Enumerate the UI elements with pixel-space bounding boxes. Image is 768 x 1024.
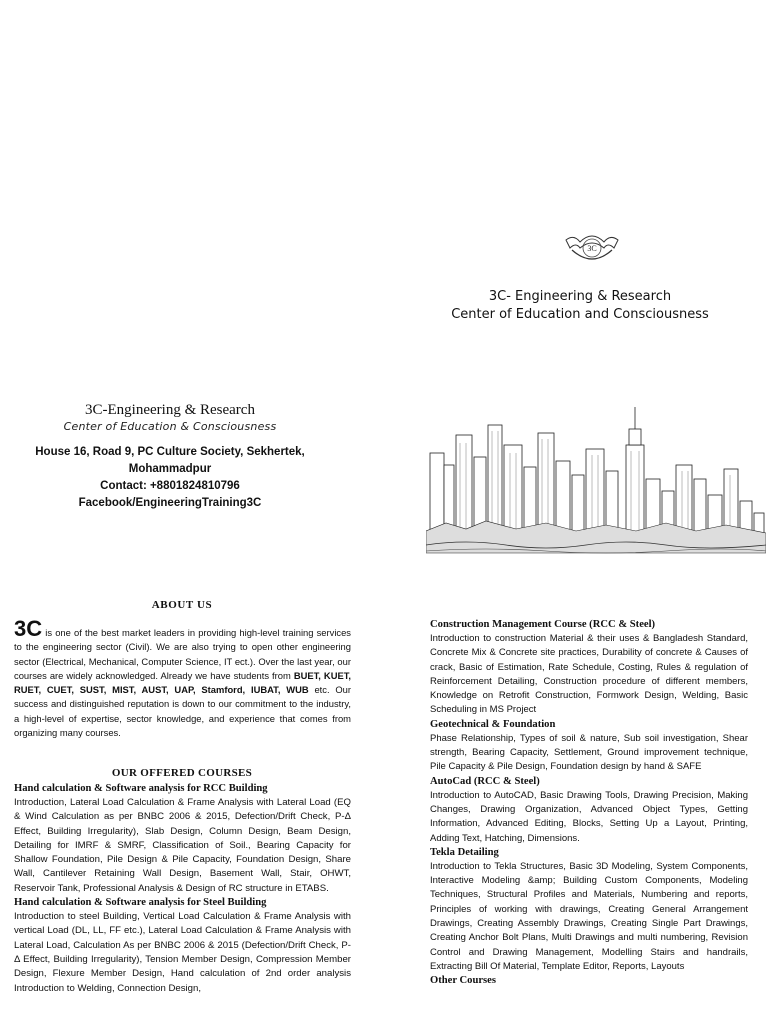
contact-block xyxy=(10,402,330,512)
cover-title-line1: 3C- Engineering & Research xyxy=(488,289,672,304)
course-other xyxy=(430,974,748,988)
course-description: Introduction to Tekla Structures, Basic 3D Modeling, System Components, Interactive Modeling &amp; Building Custom Components, Modeling Techniques, Structural Profiles and Materials, Numbering and reports, Principles of working with drawings, Creating General Arrangement Drawings, Creating Assembly Drawings, Creating Single Part Drawings, Creating Anchor Bolt Plans, Multi Drawings and multi numbering, Revision Control and Drawing Management, Modelling Stairs and handrails, Extracting Bill Of Material, Template Editor, Reports, Layouts xyxy=(430,860,748,972)
about-text-part2: etc. Our success and distinguished reputation is down to our commitment to the industry, a high-level of expertise, sector knowledge, and experience that comes from organizing many courses. xyxy=(14,684,351,739)
cover-title xyxy=(420,288,740,324)
right-course-list xyxy=(430,618,748,988)
course-title: Hand calculation & Software analysis for RCC Building xyxy=(14,783,268,794)
org-subtitle: Center of Education & Consciousness xyxy=(63,420,277,433)
about-text xyxy=(14,616,352,740)
contact-phone: Contact: +8801824810796 xyxy=(100,480,240,492)
course-tekla xyxy=(430,846,748,974)
course-steel-building xyxy=(14,896,351,996)
course-description: Introduction to steel Building, Vertical Load Calculation & Frame Analysis with vertical Load (DL, LL, FF etc.), Lateral Load Calculation & Frame Analysis with Lateral Load, Calculation As per BNBC 2006 & 2015 (Defection/Drift Check, P-Δ Effect, Building Irregularity), Tension Member Design, Compression Member Design, Flexure Member Design, Hand calculation of 2nd order analysis Introduction to Welding, Connection Design, xyxy=(14,911,351,994)
about-heading: ABOUT US xyxy=(151,599,213,611)
address-line1: House 16, Road 9, PC Culture Society, Sekhertek, xyxy=(35,446,305,458)
logo-text: 3C xyxy=(587,244,597,253)
course-rcc-building xyxy=(14,782,351,896)
course-construction-management xyxy=(430,618,748,718)
course-title: Tekla Detailing xyxy=(430,846,499,858)
course-title: Geotechnical & Foundation xyxy=(430,718,556,730)
course-title: Other Courses xyxy=(430,975,497,987)
address-line2: Mohammadpur xyxy=(128,463,212,475)
logo xyxy=(562,232,622,268)
course-description: Introduction to AutoCAD, Basic Drawing Tools, Drawing Precision, Making Changes, Drawing Organization, Advanced Object Types, Getting Information, Advanced Editing, Blocks, Setting Up a Layout, Printing, Adding Text, Hatching, Dimensions. xyxy=(430,789,748,844)
course-description: Introduction to construction Material & their uses & Bangladesh Standard, Concrete Mix & Concrete site practices, Durability of concrete & Causes of crack, Basic of Estimation, Rate Schedule, Costing, Rules & regulation of Reinforcement Detailing, Construction procedure of different members, Knowledge on Retrofit Construction, Formwork Design, Welding, Basic Scheduling in MS Project xyxy=(430,633,748,716)
cover-title-line2: Center of Education and Consciousness xyxy=(451,307,709,322)
about-text-part1: is one of the best market leaders in providing high-level training services to the engineering sector (Civil). We are also trying to open other engineering sector (Electrical, Mechanical, Computer Science, IT ect.). Over the last year, our courses are widely acknowledged. Already we have students from xyxy=(14,627,351,681)
course-geotechnical xyxy=(430,718,748,775)
course-description: Phase Relationship, Types of soil & nature, Sub soil investigation, Shear strength, Bearing Capacity, Settlement, Ground improvement technique, Pile Capacity & Pile Design, Foundation design by hand & SAFE xyxy=(430,732,748,773)
left-course-list xyxy=(14,782,351,996)
course-title: AutoCad (RCC & Steel) xyxy=(430,775,540,787)
city-skyline-illustration xyxy=(426,405,766,563)
course-title: Construction Management Course (RCC & Steel) xyxy=(430,619,656,630)
offered-courses-heading: OUR OFFERED COURSES xyxy=(111,767,253,779)
about-universities: BUET, KUET, RUET, CUET, SUST, MIST, AUST, UAP, Stamford, IUBAT, WUB xyxy=(14,669,352,696)
course-description: Introduction, Lateral Load Calculation & Frame Analysis with Lateral Load (EQ & Wind Calculation as per BNBC 2006 & 2015, Defection/Drift Check, P-Δ Effect, Building Irregularity), Slab Design, Column Design, Beam Design, Detailing for IMRF & SMRF, Classification of Soil., Bearing Capacity for Shallow Foundation, Pile Design & Pile Capacity, Foundation Design, Share Wall, Cantilever Retaining Wall Design, Basement Wall, Stair, OHWT, Reservoir Tank, Professional Analysis & Design of RC structure in ETABS. xyxy=(14,797,351,894)
org-name: 3C-Engineering & Research xyxy=(85,402,255,418)
course-title: Hand calculation & Software analysis for Steel Building xyxy=(14,897,267,909)
about-lead: 3C xyxy=(14,616,43,641)
course-autocad xyxy=(430,775,748,846)
facebook-page: Facebook/EngineeringTraining3C xyxy=(78,497,262,509)
